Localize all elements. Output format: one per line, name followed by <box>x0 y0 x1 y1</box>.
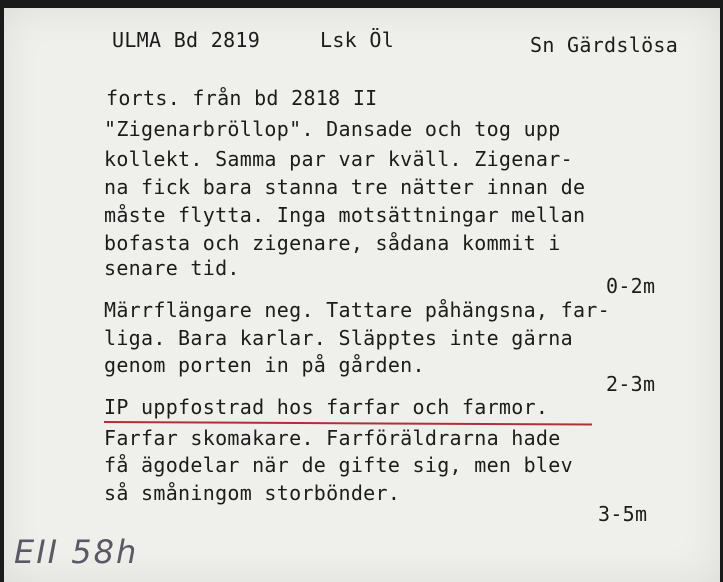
text-line: få ägodelar när de gifte sig, men blev <box>104 453 573 477</box>
time-reference: 0-2m <box>606 274 656 298</box>
text-line: senare tid. <box>104 256 240 280</box>
time-reference: 3-5m <box>598 502 648 526</box>
text-line: kollekt. Samma par var kväll. Zigenar- <box>104 147 573 171</box>
text-line: IP uppfostrad hos farfar och farmor. <box>104 395 549 419</box>
socken-label: Sn Gärdslösa <box>530 33 679 57</box>
text-line: "Zigenarbröllop". Dansade och tog upp <box>104 117 561 141</box>
text-line: forts. från bd 2818 II <box>106 86 378 110</box>
time-reference: 2-3m <box>606 372 656 396</box>
text-line: måste flytta. Inga motsättningar mellan <box>104 203 586 227</box>
text-line: Farfar skomakare. Farföräldrarna hade <box>104 426 561 450</box>
text-line: bofasta och zigenare, sådana kommit i <box>104 231 561 255</box>
handwritten-note: EII 58h <box>14 533 139 571</box>
text-line: Märrflängare neg. Tattare påhängsna, far- <box>104 298 610 322</box>
archive-reference: ULMA Bd 2819 <box>112 28 261 52</box>
text-line: na fick bara stanna tre nätter innan de <box>104 175 586 199</box>
text-line: genom porten in på gården. <box>104 353 425 377</box>
landskap-label: Lsk Öl <box>320 28 395 52</box>
text-line: så småningom storbönder. <box>104 481 401 505</box>
text-line: liga. Bara karlar. Släpptes inte gärna <box>104 326 573 350</box>
